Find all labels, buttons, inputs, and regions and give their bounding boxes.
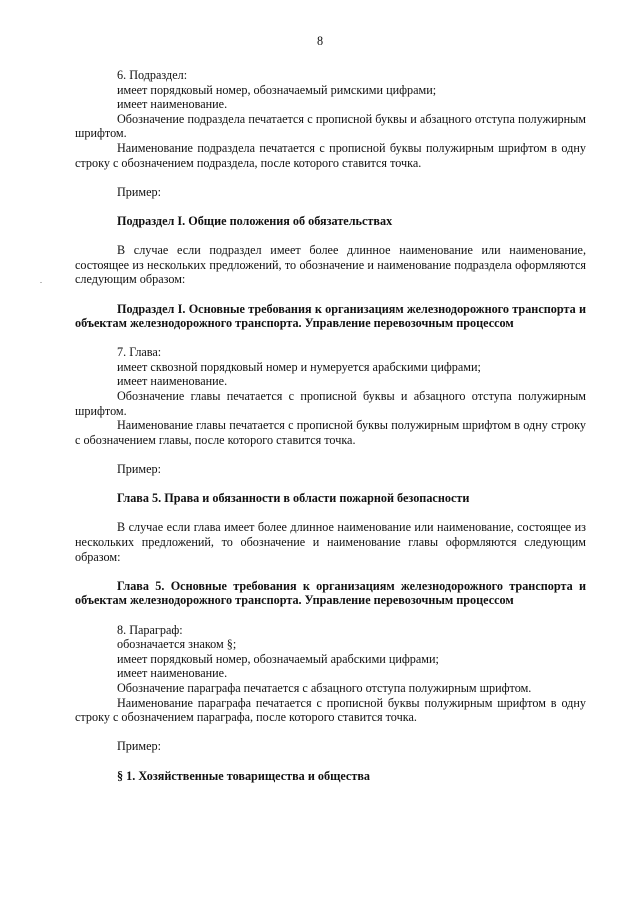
example-heading: Глава 5. Права и обязанности в области пожарной безопасности <box>117 491 470 506</box>
example-label: Пример: <box>117 462 162 477</box>
scan-mark <box>40 282 42 283</box>
list-item: имеет порядковый номер, обозначаемый римскими цифрами; <box>117 82 437 97</box>
list-item: обозначается знаком §; <box>117 637 237 652</box>
document-body <box>75 68 586 783</box>
example-label: Пример: <box>117 184 162 199</box>
rule-paragraph: Обозначение подраздела печатается с прописной буквы и абзацного отступа полужирным шрифтом. <box>75 111 586 141</box>
rule-paragraph: Наименование параграфа печатается с прописной буквы полужирным шрифтом в одну строку с обозначением параграфа, после которого ставится точка. <box>75 695 586 725</box>
section-heading: 6. Подраздел: <box>117 68 188 82</box>
list-item: имеет наименование. <box>117 374 228 389</box>
rule-paragraph: Обозначение главы печатается с прописной буквы и абзацного отступа полужирным шрифтом. <box>75 389 586 418</box>
section-heading: 8. Параграф: <box>117 622 183 637</box>
rule-paragraph: Наименование главы печатается с прописной буквы полужирным шрифтом в одну строку с обозначением главы, после которого ставится точка. <box>75 418 586 447</box>
section-chapter <box>75 345 586 608</box>
list-item: имеет сквозной порядковый номер и нумеруется арабскими цифрами; <box>117 359 481 374</box>
list-item: имеет порядковый номер, обозначаемый арабскими цифрами; <box>117 651 439 666</box>
example-heading: § 1. Хозяйственные товарищества и общества <box>117 768 370 783</box>
rule-paragraph: Наименование подраздела печатается с прописной буквы полужирным шрифтом в одну строку с обозначением подраздела, после которого ставится точка. <box>75 140 586 170</box>
example-label: Пример: <box>117 739 162 754</box>
rule-paragraph: Обозначение параграфа печатается с абзацного отступа полужирным шрифтом. <box>117 680 532 695</box>
section-subdivision <box>75 68 586 331</box>
list-item: имеет наименование. <box>117 666 228 681</box>
section-paragraph <box>75 623 586 784</box>
example-heading: Глава 5. Основные требования к организациям железнодорожного транспорта и объектам железнодорожного транспорта. Управление перевозочным процессом <box>75 578 586 608</box>
list-item: имеет наименование. <box>117 97 228 112</box>
page-number: 8 <box>316 34 324 48</box>
body-paragraph: В случае если подраздел имеет более длинное наименование или наименование, состоящее из нескольких предложений, то обозначение и наименование подраздела оформляются следующим образом: <box>75 243 586 287</box>
body-paragraph: В случае если глава имеет более длинное наименование или наименование, состоящее из нескольких предложений, то обозначение и наименование главы оформляются следующим образом: <box>75 520 586 564</box>
example-heading: Подраздел I. Общие положения об обязательствах <box>117 213 393 228</box>
section-heading: 7. Глава: <box>117 345 162 360</box>
example-heading: Подраздел I. Основные требования к организациям железнодорожного транспорта и объектам железнодорожного транспорта. Управление перевозочным процессом <box>75 301 586 331</box>
